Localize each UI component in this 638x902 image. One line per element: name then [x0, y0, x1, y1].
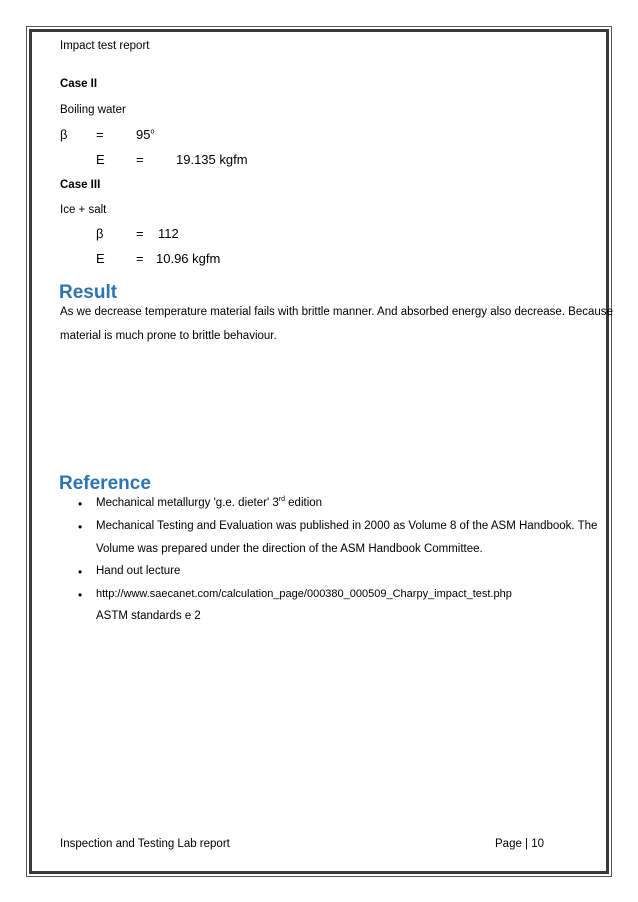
bullet-icon: • [78, 520, 83, 534]
page-header-title: Impact test report [60, 40, 150, 52]
page-number: Page | 10 [495, 838, 545, 850]
case2-condition: Boiling water [60, 104, 126, 116]
bullet-icon: • [78, 565, 83, 579]
reference-item-2-line2: Volume was prepared under the direction of the ASM Handbook Committee. [96, 543, 483, 555]
case2-heading: Case II [60, 78, 98, 90]
case3-beta-value: 112 [158, 226, 179, 241]
case2-e-value: 19.135 kgfm [176, 152, 248, 167]
reference-item-4-line2: ASTM standards e 2 [96, 610, 201, 622]
reference-item-3: Hand out lecture [96, 565, 181, 577]
page-footer-title: Inspection and Testing Lab report [60, 838, 230, 850]
case2-beta-symbol: β [60, 127, 68, 142]
case2-beta-equals: = [96, 127, 104, 142]
reference-item-1-after: edition [284, 497, 323, 509]
case2-beta-value [136, 127, 154, 143]
bullet-icon: • [78, 497, 83, 511]
case3-e-equals: = [136, 251, 144, 266]
case2-e-equals: = [136, 152, 144, 167]
result-heading: Result [59, 282, 118, 303]
case3-beta-equals: = [136, 226, 144, 241]
reference-item-2-line1: Mechanical Testing and Evaluation was published in 2000 as Volume 8 of the ASM Handbook. The [96, 520, 598, 532]
reference-item-4-link[interactable]: http://www.saecanet.com/calculation_page/000380_000509_Charpy_impact_test.php [96, 588, 512, 600]
case2-beta-degree: o [150, 128, 155, 136]
result-text-line2: material is much prone to brittle behaviour. [60, 330, 277, 342]
reference-item-1-sup: rd [278, 496, 285, 504]
case3-beta-symbol: β [96, 226, 104, 241]
reference-heading: Reference [59, 473, 151, 494]
bullet-icon: • [78, 588, 83, 602]
case3-e-symbol: E [96, 251, 105, 266]
case2-e-symbol: E [96, 152, 105, 167]
reference-item-1 [96, 496, 322, 510]
page-border-inner [29, 29, 609, 874]
result-text-line1: As we decrease temperature material fails with brittle manner. And absorbed energy also decrease. Because [60, 306, 613, 318]
case3-condition: Ice + salt [60, 204, 107, 216]
case3-e-value: 10.96 kgfm [156, 251, 221, 266]
case3-heading: Case III [60, 179, 101, 191]
reference-item-1-text: Mechanical metallurgy 'g.e. dieter' 3 [96, 497, 279, 509]
case2-beta-number: 95 [136, 127, 151, 142]
